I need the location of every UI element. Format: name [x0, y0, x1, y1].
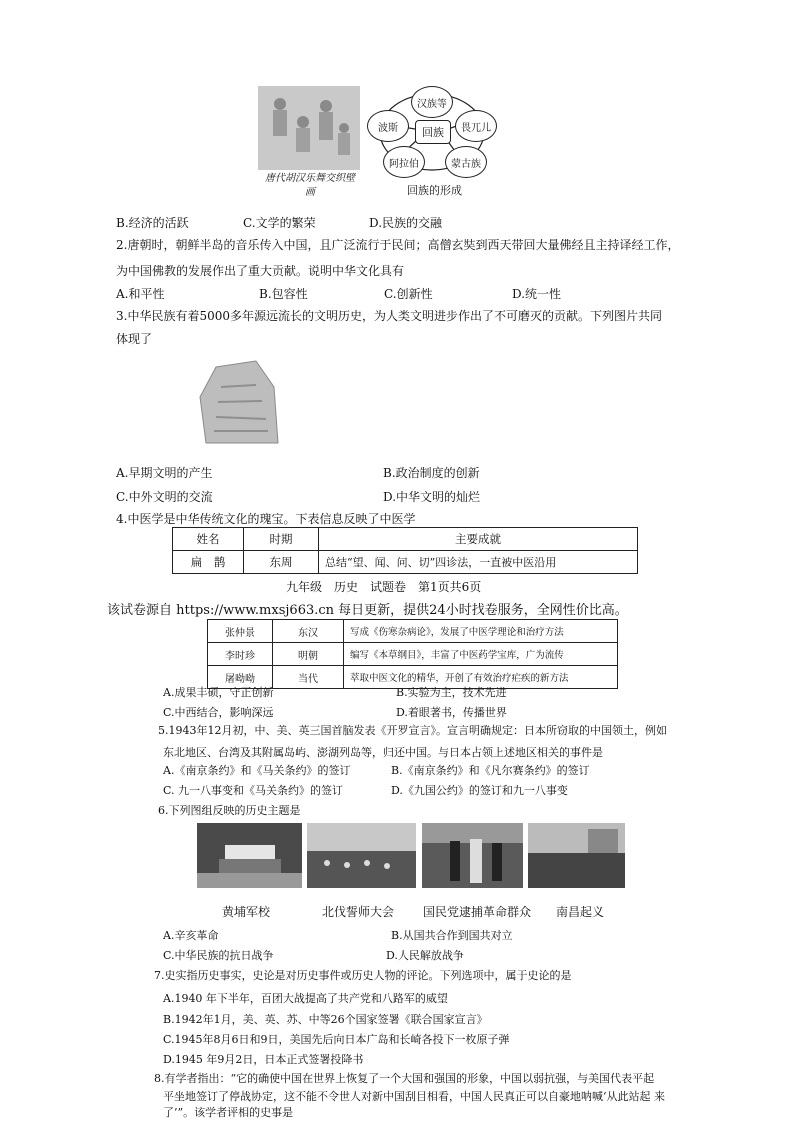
q5-option-c: C. 九一八事变和《马关条约》的签订 [163, 784, 344, 797]
q6-option-d: D.人民解放战争 [386, 949, 464, 962]
page-footer: 九年级 历史 试题卷 第1页共6页 [286, 580, 482, 594]
table-header: 时期 [244, 528, 319, 551]
table-cell: 屠呦呦 [208, 666, 273, 689]
q7-option-c: C.1945年8月6日和9日，美国先后向日本广岛和长崎各投下一枚原子弹 [163, 1033, 510, 1046]
table-cell: 写成《伤寒杂病论》，发展了中医学理论和治疗方法 [344, 620, 618, 643]
table-cell: 萃取中医文化的精华，开创了有效治疗疟疾的新方法 [344, 666, 618, 689]
q8-stem-line2: 平坐地签订了停战协定，这不能不令世人对新中国刮目相看，中国人民真正可以自豪地呐喊‘从此站起 来 [163, 1090, 665, 1103]
q3-option-c: C.中外文明的交流 [116, 490, 213, 504]
table-cell: 张仲景 [208, 620, 273, 643]
q8-stem-line1: 8.有学者指出：“它的确使中国在世界上恢复了一个大国和强国的形象，中国以弱抗强，与美国代表平起 [154, 1072, 655, 1085]
q4-option-a: A.成果丰硕，守正创新 [163, 686, 274, 699]
diagram-center: 回族 [415, 120, 451, 144]
q6-stem: 6.下列图组反映的历史主题是 [158, 804, 301, 817]
q6-option-a: A.辛亥革命 [163, 929, 219, 942]
mural-image [258, 86, 360, 170]
photo-arrests [422, 823, 523, 888]
photo-caption: 黄埔军校 [222, 905, 271, 919]
q5-option-a: A.《南京条约》和《马关条约》的签订 [163, 764, 351, 777]
table-cell: 东汉 [273, 620, 344, 643]
q4-stem: 4.中医学是中华传统文化的瑰宝。下表信息反映了中医学 [116, 512, 416, 526]
q4-option-b: B.实验为主，技术先进 [396, 686, 507, 699]
q3-option-b: B.政治制度的创新 [383, 466, 480, 480]
table-header: 主要成就 [319, 528, 638, 551]
artifact-image [196, 357, 280, 447]
q4-option-c: C.中西结合，影响深远 [163, 706, 274, 719]
q2-option-a: A.和平性 [116, 287, 165, 301]
q4-option-d: D.着眼著书，传播世界 [396, 706, 507, 719]
diagram-node: 波斯 [367, 110, 409, 142]
table-header: 姓名 [173, 528, 244, 551]
q7-stem: 7.史实指历史事实，史论是对历史事件或历史人物的评论。下列选项中，属于史论的是 [154, 969, 572, 982]
q7-option-a: A.1940 年下半年，百团大战提高了共产党和八路军的威望 [163, 992, 448, 1005]
hui-diagram [367, 84, 497, 196]
q2-option-b: B.包容性 [259, 287, 308, 301]
table-cell: 李时珍 [208, 643, 273, 666]
photo-caption: 南昌起义 [556, 905, 605, 919]
q8-stem-line3: 了’”。该学者评相的史事是 [163, 1106, 294, 1119]
q4-table-part2 [207, 619, 618, 689]
q5-option-b: B.《南京条约》和《凡尔赛条约》的签订 [391, 764, 590, 777]
mural-figures [258, 86, 360, 170]
q2-option-c: C.创新性 [384, 287, 433, 301]
diagram-node: 阿拉伯 [383, 146, 425, 178]
q4-table-part1 [172, 527, 638, 574]
q2-stem-line2: 为中国佛教的发展作出了重大贡献。说明中华文化具有 [116, 264, 405, 278]
q3-option-a: A.早期文明的产生 [116, 466, 213, 480]
photo-caption: 国民党逮捕革命群众 [423, 905, 532, 919]
q7-option-b: B.1942年1月，美、英、苏、中等26个国家签署《联合国家宣言》 [163, 1013, 488, 1026]
table-cell: 扁 鹊 [173, 551, 244, 574]
q6-option-c: C.中华民族的抗日战争 [163, 949, 274, 962]
source-line: 该试卷源自 https://www.mxsj663.cn 每日更新，提供24小时找卷服务，全网性价比高。 [107, 603, 628, 618]
photo-whampoa [197, 823, 302, 888]
photo-caption: 北伐誓师大会 [322, 905, 395, 919]
q1-option-d: D.民族的交融 [369, 216, 443, 230]
diagram-node: 汉族等 [411, 86, 453, 118]
q3-stem-line1: 3.中华民族有着5000多年源远流长的文明历史，为人类文明进步作出了不可磨灭的贡献。下列图片共同 [116, 309, 662, 323]
table-cell: 总结“望、闻、问、切”四诊法，一直被中医沿用 [319, 551, 638, 574]
table-cell: 当代 [273, 666, 344, 689]
q2-stem-line1: 2.唐朝时，朝鲜半岛的音乐传入中国，且广泛流行于民间；高僧玄奘到西天带回大量佛经且主持译经工作， [116, 238, 680, 252]
q7-option-d: D.1945 年9月2日，日本正式签署投降书 [163, 1053, 364, 1066]
photo-nanchang [528, 823, 625, 888]
q5-stem-line2: 东北地区、台湾及其附属岛屿、澎湖列岛等，归还中国。与日本占领上述地区相关的事件是 [163, 746, 603, 759]
diagram-caption: 回族的形成 [407, 184, 462, 197]
table-cell: 明朝 [273, 643, 344, 666]
photo-northern-expedition [307, 823, 416, 888]
table-cell: 编写《本草纲目》，丰富了中医药学宝库，广为流传 [344, 643, 618, 666]
q6-option-b: B.从国共合作到国共对立 [391, 929, 513, 942]
q3-stem-line2: 体现了 [116, 332, 153, 346]
mural-caption: 唐代胡汉乐舞交织壁画 [265, 173, 355, 198]
q5-option-d: D.《九国公约》的签订和九一八事变 [391, 784, 568, 797]
q1-option-b: B.经济的活跃 [116, 216, 189, 230]
diagram-node: 蒙古族 [445, 146, 487, 178]
q2-option-d: D.统一性 [512, 287, 562, 301]
q5-stem-line1: 5.1943年12月初，中、美、英三国首脑发表《开罗宣言》。宣言明确规定：日本所窃取的中国领土，例如 [158, 724, 667, 737]
table-cell: 东周 [244, 551, 319, 574]
diagram-node: 畏兀儿 [455, 110, 497, 142]
q3-option-d: D.中华文明的灿烂 [383, 490, 481, 504]
q1-option-c: C.文学的繁荣 [243, 216, 316, 230]
